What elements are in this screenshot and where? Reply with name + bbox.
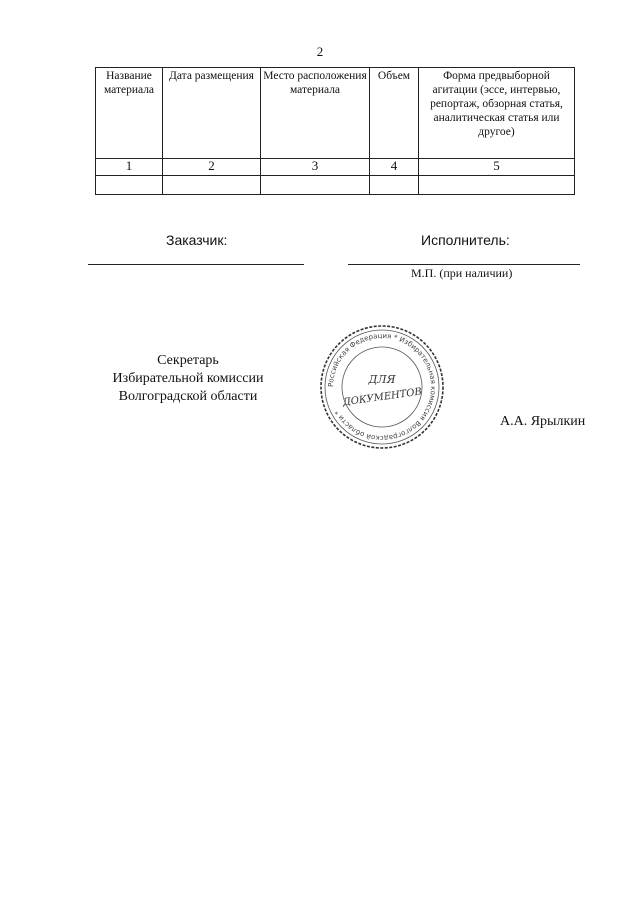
table-empty-row bbox=[96, 176, 575, 195]
agitation-materials-table bbox=[95, 67, 575, 195]
column-number-cell: 4 bbox=[370, 159, 419, 176]
customer-label: Заказчик: bbox=[166, 232, 228, 248]
customer-signature-line bbox=[88, 264, 304, 265]
column-number-cell: 1 bbox=[96, 159, 163, 176]
column-number-cell: 2 bbox=[163, 159, 261, 176]
column-header-placement-date: Дата размещения bbox=[163, 68, 261, 159]
table-header-row bbox=[96, 68, 575, 159]
column-header-location: Место расположения материала bbox=[261, 68, 370, 159]
table-cell-empty bbox=[261, 176, 370, 195]
table-cell-empty bbox=[370, 176, 419, 195]
table-numbering-row bbox=[96, 159, 575, 176]
secretary-name: А.А. Ярылкин bbox=[500, 414, 586, 429]
column-header-volume: Объем bbox=[370, 68, 419, 159]
table-cell-empty bbox=[96, 176, 163, 195]
contractor-label: Исполнитель: bbox=[421, 232, 510, 248]
secretary-title-line: Избирательной комиссии bbox=[112, 371, 264, 386]
column-header-agitation-form: Форма предвыборной агитации (эссе, интервью, репортаж, обзорная статья, аналитическая статья или другое) bbox=[419, 68, 575, 159]
stamp-outer-ring bbox=[321, 326, 443, 448]
official-stamp bbox=[318, 323, 446, 451]
stamp-center-line: ДЛЯ bbox=[368, 373, 396, 386]
secretary-title-block bbox=[100, 352, 276, 406]
column-header-material-name: Название материала bbox=[96, 68, 163, 159]
stamp-center-line: ДОКУМЕНТОВ bbox=[342, 386, 423, 409]
table-cell-empty bbox=[163, 176, 261, 195]
seal-note: М.П. (при наличии) bbox=[411, 266, 513, 280]
stamp-ring-text-path: Российская Федерация * Избирательная комиссия Волгоградской области * bbox=[326, 331, 438, 443]
secretary-title-line: Секретарь bbox=[157, 353, 219, 368]
contractor-signature-line bbox=[348, 264, 580, 265]
page-number: 2 bbox=[316, 44, 324, 59]
column-number-cell: 5 bbox=[419, 159, 575, 176]
secretary-title-line: Волгоградской области bbox=[118, 389, 258, 404]
stamp-inner-ring bbox=[342, 347, 422, 427]
column-number-cell: 3 bbox=[261, 159, 370, 176]
table-cell-empty bbox=[419, 176, 575, 195]
